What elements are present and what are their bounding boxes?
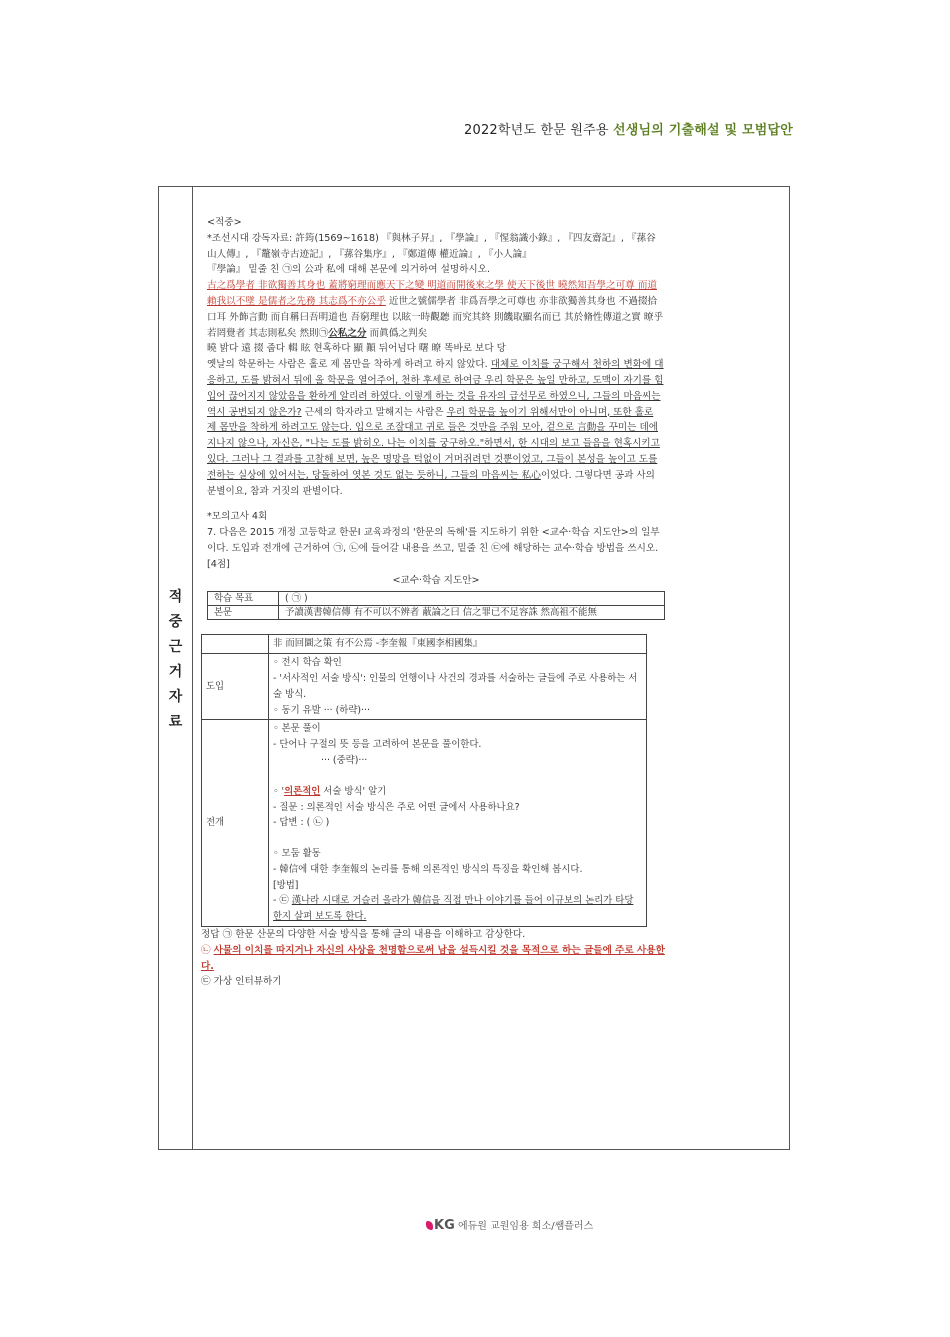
dev-line: ◦ 모둠 활동 [273,848,321,860]
trans-4: 우리 학문을 높이기 위해서만이 아니며, 또한 홀로 제 몸만을 착하게 하려고도 않는다. 입으로 조잘대고 귀로 들은 것만을 주워 모아, 겉으로 言動을 꾸미는 데에 지나지 않으나, 자신은, "나는 도를 밝히오. 나는 이치를 궁구하오."하면서, 한 시대의 보고 들음을 현혹시키고 있다. 그러나 그 결과를 고찰해 보면, 높은 명망을 턱없이 거머쥐려던 것뿐이었고, 그들이 본성을 높이고 도를 전하는 실상에 있어서는, 당돌하여 엿본 것도 없는 듯하니, 그들의 마음씨는 私心 [207,406,660,481]
intro-label: 도입 [202,654,269,720]
dev-label: 전개 [202,720,269,927]
table-row [202,654,647,720]
hanmun-red: 古之爲學者 非欲獨善其身也 蓋將窮理而應天下之變 明道而開後來之學 使天下後世 曉然知吾學之可尊 而道賴我以不墜 是儒者之先務 其志爲不亦公乎 [207,280,658,307]
plan-table [201,634,647,927]
table-row [202,720,647,927]
header-prefix: 2022학년도 한문 원주용 [464,123,613,138]
hanmun-passage [207,278,665,341]
dev-line: - 질문 : 의론적인 서술 방식은 주로 어떤 글에서 사용하나요? [273,801,520,813]
source-line-2: *모의고사 4회 [207,511,268,523]
side-label [159,585,192,735]
answer-2-pre: ㉡ [201,944,214,956]
footer-logo [426,1217,593,1233]
vocab-line: 曉 밝다 遠 掇 줍다 輯 眩 현혹하다 顯 顚 뒤어넘다 曙 暸 똑바로 보다 당 [207,343,506,355]
logo-brand: KG [434,1218,455,1233]
intro-line: - '서사적인 서술 방식': 인물의 언행이나 사건의 경과를 서술하는 글들에 주로 사용하는 서술 방식. [273,672,638,700]
goal-label: 학습 목표 [208,592,279,606]
trans-3: 근세의 학자라고 말해지는 사람은 [301,406,447,418]
source-line: *조선시대 강독자료: 許筠(1569~1618) 『與林子昇』, 『學論』, 『惺翁識小錄』, 『四友齋記』, 『蓀谷山人傳』, 『鼇嶺寺古迹記』, 『蓀谷集序』, 『鄭道傳 權近論』, 『小人論』 [207,232,656,260]
side-char: 거 [168,664,183,680]
question-7: 7. 다음은 2015 개정 고등학교 한문Ⅰ 교육과정의 '한문의 독해'를 지도하기 위한 <교수·학습 지도안>의 일부이다. 도입과 전개에 근거하여 ㉠, ㉡에 들어갈 내용을 쓰고, 밑줄 친 ㉢에 해당하는 교수·학습 방법을 쓰시오. [4점] [207,527,660,570]
dev-4-red: 의론적인 [284,785,321,797]
goal-table [207,591,665,620]
dev-line: - 답변 : ( ㉡ ) [273,817,330,829]
dev-line: - 단어나 구절의 뜻 등을 고려하여 본문을 풀이한다. [273,739,482,751]
dev-line: ··· (중략)··· [321,754,368,766]
side-char: 근 [168,639,183,655]
translation [207,357,665,499]
dev-4-pre: ◦ ' [273,785,285,797]
answer-3: ㉢ 가상 인터뷰하기 [201,976,282,988]
dev-10-pre: - ㉢ [273,895,292,907]
content-area [201,215,665,990]
hanmun-key: 公私之分 [328,327,367,339]
dev-line [273,784,642,800]
intro-cell [269,654,647,720]
side-char: 자 [168,689,183,705]
dev-10-ul: 漢나라 시대로 거슬러 올라가 韓信을 직접 만나 이야기를 들어 이규보의 논리가 타당한지 살펴 보도록 한다. [273,895,634,923]
logo-text: 에듀원 교원임용 희소/쌤플러스 [457,1221,594,1232]
text-continued: 非 而回圜之策 有不公焉 -李奎報『東國李相國集』 [269,635,647,654]
text-value: 予讀漢書韓信傳 有不可以不辨者 蔽論之曰 信之罪已不足容誅 然高祖不能無 [279,606,665,620]
page-header [464,119,793,138]
dev-line: - 韓信에 대한 李奎報의 논리를 통해 의론적인 방식의 특징을 확인해 봅시다. [273,863,583,875]
question-text: 『學論』 밑줄 친 ㉠의 公과 私에 대해 본문에 의거하여 설명하시오. [207,264,491,276]
answer-1: 정답 ㉠ 한문 산문의 다양한 서술 방식을 통해 글의 내용을 이해하고 감상한다. [201,929,526,941]
answer-2 [201,943,665,975]
hanmun-black: 近世之號儒學者 非爲吾學之可尊也 亦非欲獨善其身也 不過掇拾口耳 外飾言動 而自稱曰吾明道也 吾窮理也 以眩一時觀聽 而究其終 則饑取顯名而已 其於脩性傳道之實 暸乎若罔覺者 其志則私矣 然則㉠ [207,295,664,339]
trans-2: 대체로 이치를 궁구해서 천하의 변화에 대응하고, 도를 밝혀서 뒤에 올 학문을 열어주어, 천하 후세로 하여금 우리 학문은 높일 만하고, 도맥이 자기를 힘입어 끊어지지 않았음을 환하게 알리려 하였다. 이렇게 하는 것을 유자의 급선무로 하였으니, 그들의 마음씨는 역시 공변되지 않은가? [207,359,664,418]
trans-5: 이었다. 그렇다면 공과 사의 분별이요, 참과 거짓의 판별이다. [207,469,655,497]
dev-line [273,893,642,925]
intro-line: ◦ 전시 학습 확인 [273,657,342,669]
side-char: 료 [168,714,183,730]
answer-2-red: 사물의 이치를 따지거나 자신의 사상을 천명함으로써 남을 설득시킬 것을 목적으로 하는 글들에 주로 사용한다. [201,944,665,972]
dev-line: ◦ 본문 풀이 [273,723,321,735]
dev-4-post: 서술 방식' 알기 [320,785,387,797]
side-char: 중 [168,614,183,630]
dev-cell [269,720,647,927]
table-row [208,606,665,620]
header-highlight: 선생님의 기출해설 및 모범답안 [612,123,793,138]
side-char: 적 [168,589,183,605]
section-title: <적중> [207,217,242,228]
table-row [202,635,647,654]
goal-value: ( ㉠ ) [279,592,665,606]
intro-line: ◦ 동기 유발 ··· (하략)··· [273,704,370,716]
logo-mark-icon [426,1221,433,1230]
table-row [208,592,665,606]
evidence-frame [158,186,790,1150]
hanmun-end: 而眞僞之判矣 [366,327,428,339]
trans-1: 옛날의 학문하는 사람은 홀로 제 몸만을 착하게 하려고 하지 않았다. [207,359,491,371]
text-label: 본문 [208,606,279,620]
plan-title: <교수·학습 지도안> [392,574,480,586]
side-column [159,187,193,1149]
dev-line: [방법] [273,879,299,891]
